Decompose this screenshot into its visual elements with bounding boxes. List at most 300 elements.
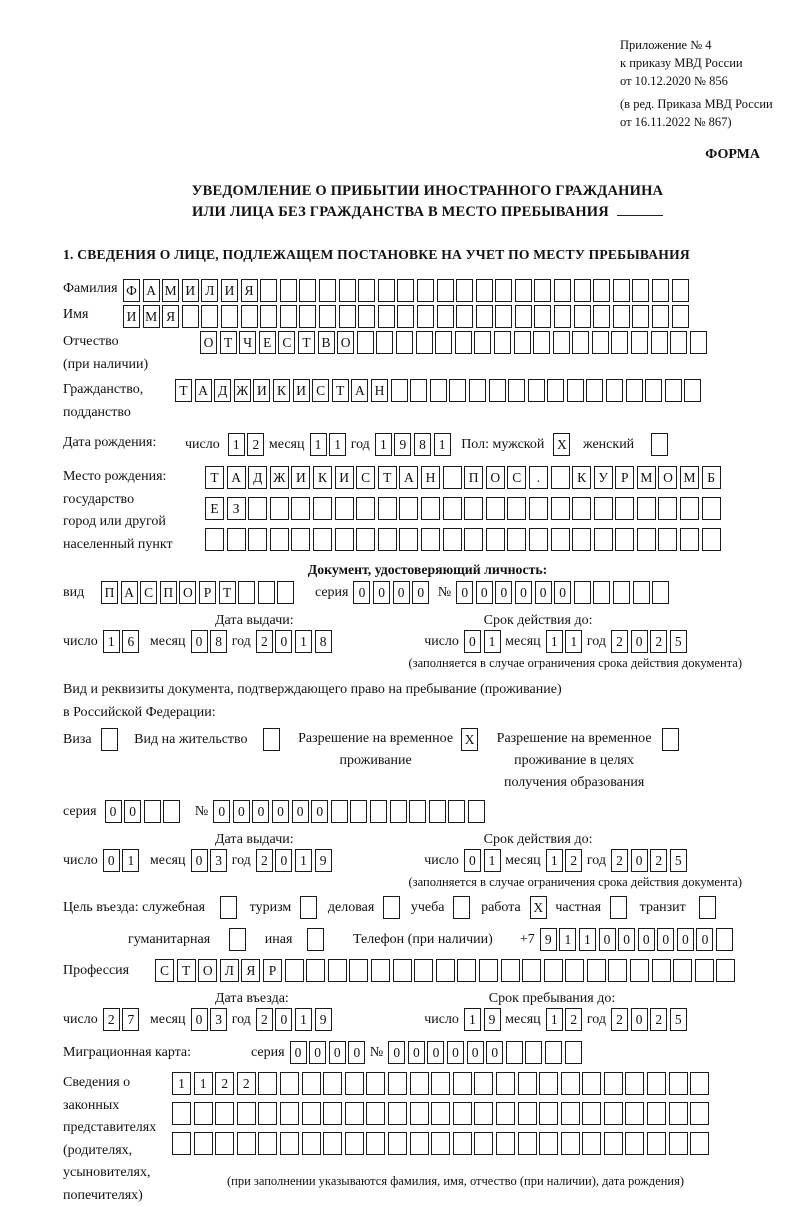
birth-place-cells-row3-cell[interactable] — [507, 528, 526, 551]
birth-place-cells-row3-cell[interactable] — [313, 528, 332, 551]
patronymic-cells-cell[interactable]: Т — [298, 331, 315, 354]
citizenship-cells-cell[interactable]: И — [293, 379, 310, 402]
doc-valid-day-cells-cell[interactable]: 0 — [464, 630, 481, 653]
patronymic-cells-cell[interactable] — [494, 331, 511, 354]
birth-place-cells-row1-cell[interactable]: У — [594, 466, 613, 489]
patronymic-cells-cell[interactable] — [553, 331, 570, 354]
res-number-cells-cell[interactable] — [390, 800, 407, 823]
representatives-cells-row1-cell[interactable]: 2 — [215, 1072, 234, 1095]
representatives-cells-row1-cell[interactable] — [474, 1072, 493, 1095]
representatives-cells-row3-cell[interactable] — [302, 1132, 321, 1155]
surname-cells-cell[interactable]: М — [162, 279, 179, 302]
birth-place-cells-row2-cell[interactable]: Е — [205, 497, 224, 520]
name-cells-cell[interactable] — [397, 305, 414, 328]
doc-number-cells-cell[interactable] — [613, 581, 630, 604]
representatives-cells-row2-cell[interactable] — [172, 1102, 191, 1125]
representatives-cells-row1-cell[interactable] — [431, 1072, 450, 1095]
name-cells-cell[interactable] — [339, 305, 356, 328]
doc-issue-day-cells-cell[interactable]: 1 — [103, 630, 120, 653]
citizenship-cells-cell[interactable] — [665, 379, 682, 402]
res-valid-day-cells-cell[interactable]: 1 — [484, 849, 501, 872]
birth-place-cells-row1-cell[interactable]: Б — [702, 466, 721, 489]
representatives-cells-row3-cell[interactable] — [172, 1132, 191, 1155]
surname-cells-cell[interactable]: Я — [241, 279, 258, 302]
citizenship-cells-cell[interactable] — [430, 379, 447, 402]
doc-issue-year-cells-cell[interactable]: 8 — [315, 630, 332, 653]
doc-issue-month-cells-cell[interactable]: 8 — [210, 630, 227, 653]
representatives-cells-row3-cell[interactable] — [604, 1132, 623, 1155]
surname-cells-cell[interactable] — [417, 279, 434, 302]
citizenship-cells-cell[interactable] — [391, 379, 408, 402]
business-checkbox-cell[interactable] — [383, 896, 400, 919]
humanitarian-checkbox-cell[interactable] — [229, 928, 246, 951]
name-cells-cell[interactable] — [574, 305, 591, 328]
res-valid-year-cells-cell[interactable]: 0 — [631, 849, 648, 872]
gender-female-checkbox-cell[interactable] — [651, 433, 668, 456]
mig-number-cells-cell[interactable]: 0 — [447, 1041, 464, 1064]
profession-cells-cell[interactable]: Я — [241, 959, 260, 982]
name-cells-cell[interactable] — [319, 305, 336, 328]
mig-number-cells-cell[interactable]: 0 — [467, 1041, 484, 1064]
representatives-cells-row2-cell[interactable] — [604, 1102, 623, 1125]
patronymic-cells-cell[interactable]: Ч — [239, 331, 256, 354]
representatives-cells-row2-cell[interactable] — [237, 1102, 256, 1125]
surname-cells-cell[interactable] — [476, 279, 493, 302]
res-issue-year-cells-cell[interactable]: 0 — [275, 849, 292, 872]
phone-cells-cell[interactable]: 1 — [579, 928, 596, 951]
birth-day-cells-cell[interactable]: 2 — [247, 433, 264, 456]
patronymic-cells-cell[interactable]: О — [337, 331, 354, 354]
surname-cells-cell[interactable] — [319, 279, 336, 302]
transit-checkbox-cell[interactable] — [699, 896, 716, 919]
birth-place-cells-row1-cell[interactable]: А — [399, 466, 418, 489]
citizenship-cells-cell[interactable]: Н — [371, 379, 388, 402]
res-series-cells-cell[interactable]: 0 — [105, 800, 122, 823]
name-cells-cell[interactable] — [554, 305, 571, 328]
representatives-cells-row2-cell[interactable] — [647, 1102, 666, 1125]
birth-place-cells-row3-cell[interactable] — [248, 528, 267, 551]
res-series-cells-cell[interactable]: 0 — [124, 800, 141, 823]
patronymic-cells-cell[interactable]: Т — [220, 331, 237, 354]
phone-cells-cell[interactable]: 1 — [559, 928, 576, 951]
res-number-cells-cell[interactable]: 0 — [311, 800, 328, 823]
doc-valid-year-cells-cell[interactable]: 2 — [650, 630, 667, 653]
name-cells-cell[interactable] — [437, 305, 454, 328]
surname-cells-cell[interactable] — [574, 279, 591, 302]
temp-residence-edu-checkbox-cell[interactable] — [662, 728, 679, 751]
surname-cells-cell[interactable]: Ф — [123, 279, 140, 302]
birth-place-cells-row2-cell[interactable] — [486, 497, 505, 520]
patronymic-cells-cell[interactable] — [435, 331, 452, 354]
birth-year-cells-cell[interactable]: 8 — [414, 433, 431, 456]
stay-month-cells-cell[interactable]: 2 — [565, 1008, 582, 1031]
patronymic-cells-cell[interactable] — [514, 331, 531, 354]
birth-place-cells-row1-cell[interactable] — [443, 466, 462, 489]
birth-place-cells-row3-cell[interactable] — [291, 528, 310, 551]
phone-cells-cell[interactable]: 0 — [638, 928, 655, 951]
patronymic-cells-cell[interactable] — [631, 331, 648, 354]
res-number-cells-cell[interactable]: 0 — [213, 800, 230, 823]
patronymic-cells-cell[interactable] — [396, 331, 413, 354]
doc-number-cells-cell[interactable]: 0 — [456, 581, 473, 604]
surname-cells-cell[interactable] — [397, 279, 414, 302]
tourism-checkbox-cell[interactable] — [300, 896, 317, 919]
doc-kind-cells-cell[interactable]: Т — [219, 581, 236, 604]
phone-cells-cell[interactable]: 0 — [599, 928, 616, 951]
birth-place-cells-row1-cell[interactable]: А — [227, 466, 246, 489]
patronymic-cells-cell[interactable] — [670, 331, 687, 354]
private-checkbox-cell[interactable] — [610, 896, 627, 919]
profession-cells-cell[interactable] — [630, 959, 649, 982]
stay-day-cells-cell[interactable]: 9 — [484, 1008, 501, 1031]
doc-number-cells-cell[interactable]: 0 — [515, 581, 532, 604]
profession-cells-cell[interactable] — [479, 959, 498, 982]
birth-place-cells-row1-cell[interactable]: Т — [205, 466, 224, 489]
birth-place-cells-row3-cell[interactable] — [378, 528, 397, 551]
doc-issue-year-cells-cell[interactable]: 1 — [295, 630, 312, 653]
birth-place-cells-row1-cell[interactable]: Н — [421, 466, 440, 489]
surname-cells-cell[interactable] — [339, 279, 356, 302]
profession-cells-cell[interactable] — [522, 959, 541, 982]
res-issue-day-cells-cell[interactable]: 1 — [122, 849, 139, 872]
representatives-cells-row3-cell[interactable] — [561, 1132, 580, 1155]
patronymic-cells-cell[interactable] — [357, 331, 374, 354]
doc-kind-cells-cell[interactable] — [238, 581, 255, 604]
doc-kind-cells-cell[interactable]: Р — [199, 581, 216, 604]
surname-cells-cell[interactable] — [632, 279, 649, 302]
doc-valid-month-cells-cell[interactable]: 1 — [565, 630, 582, 653]
birth-place-cells-row1-cell[interactable]: И — [335, 466, 354, 489]
birth-place-cells-row3-cell[interactable] — [637, 528, 656, 551]
birth-year-cells-cell[interactable]: 9 — [394, 433, 411, 456]
entry-year-cells-cell[interactable]: 2 — [256, 1008, 273, 1031]
representatives-cells-row2-cell[interactable] — [496, 1102, 515, 1125]
birth-place-cells-row3-cell[interactable] — [702, 528, 721, 551]
name-cells-cell[interactable]: Я — [162, 305, 179, 328]
representatives-cells-row1-cell[interactable] — [582, 1072, 601, 1095]
representatives-cells-row1-cell[interactable] — [669, 1072, 688, 1095]
birth-month-cells-cell[interactable]: 1 — [329, 433, 346, 456]
birth-place-cells-row3-cell[interactable] — [443, 528, 462, 551]
profession-cells-cell[interactable] — [652, 959, 671, 982]
res-number-cells-cell[interactable]: 0 — [252, 800, 269, 823]
birth-place-cells-row3-cell[interactable] — [421, 528, 440, 551]
phone-cells-cell[interactable]: 0 — [696, 928, 713, 951]
birth-place-cells-row1-cell[interactable]: Т — [378, 466, 397, 489]
birth-place-cells-row3-cell[interactable] — [205, 528, 224, 551]
representatives-cells-row3-cell[interactable] — [345, 1132, 364, 1155]
mig-number-cells-cell[interactable]: 0 — [427, 1041, 444, 1064]
res-valid-year-cells-cell[interactable]: 2 — [611, 849, 628, 872]
birth-place-cells-row2-cell[interactable] — [313, 497, 332, 520]
name-cells-cell[interactable] — [672, 305, 689, 328]
representatives-cells-row1-cell[interactable] — [539, 1072, 558, 1095]
citizenship-cells-cell[interactable] — [645, 379, 662, 402]
representatives-cells-row2-cell[interactable] — [431, 1102, 450, 1125]
representatives-cells-row2-cell[interactable] — [539, 1102, 558, 1125]
birth-place-cells-row1-cell[interactable]: М — [680, 466, 699, 489]
representatives-cells-row3-cell[interactable] — [453, 1132, 472, 1155]
representatives-cells-row3-cell[interactable] — [366, 1132, 385, 1155]
surname-cells-cell[interactable] — [456, 279, 473, 302]
mig-number-cells-cell[interactable]: 0 — [408, 1041, 425, 1064]
citizenship-cells-cell[interactable]: Т — [332, 379, 349, 402]
profession-cells-cell[interactable] — [306, 959, 325, 982]
doc-kind-cells-cell[interactable]: А — [121, 581, 138, 604]
name-cells-cell[interactable] — [495, 305, 512, 328]
birth-place-cells-row3-cell[interactable] — [270, 528, 289, 551]
res-valid-year-cells-cell[interactable]: 5 — [670, 849, 687, 872]
phone-cells-cell[interactable]: 0 — [618, 928, 635, 951]
representatives-cells-row1-cell[interactable] — [453, 1072, 472, 1095]
surname-cells-cell[interactable] — [260, 279, 277, 302]
doc-series-cells-cell[interactable]: 0 — [412, 581, 429, 604]
mig-series-cells-cell[interactable]: 0 — [348, 1041, 365, 1064]
profession-cells-cell[interactable]: Т — [177, 959, 196, 982]
birth-place-cells-row1-cell[interactable]: К — [572, 466, 591, 489]
stay-year-cells-cell[interactable]: 5 — [670, 1008, 687, 1031]
res-issue-day-cells-cell[interactable]: 0 — [103, 849, 120, 872]
res-issue-year-cells-cell[interactable]: 1 — [295, 849, 312, 872]
patronymic-cells-cell[interactable] — [592, 331, 609, 354]
representatives-cells-row1-cell[interactable] — [410, 1072, 429, 1095]
representatives-cells-row1-cell[interactable] — [280, 1072, 299, 1095]
representatives-cells-row2-cell[interactable] — [302, 1102, 321, 1125]
birth-place-cells-row1-cell[interactable]: С — [356, 466, 375, 489]
birth-place-cells-row2-cell[interactable] — [658, 497, 677, 520]
birth-place-cells-row3-cell[interactable] — [227, 528, 246, 551]
birth-place-cells-row2-cell[interactable] — [702, 497, 721, 520]
birth-year-cells-cell[interactable]: 1 — [375, 433, 392, 456]
doc-valid-month-cells-cell[interactable]: 1 — [546, 630, 563, 653]
doc-series-cells-cell[interactable]: 0 — [353, 581, 370, 604]
doc-valid-year-cells-cell[interactable]: 0 — [631, 630, 648, 653]
profession-cells-cell[interactable] — [673, 959, 692, 982]
doc-number-cells-cell[interactable]: 0 — [476, 581, 493, 604]
profession-cells-cell[interactable] — [695, 959, 714, 982]
entry-year-cells-cell[interactable]: 1 — [295, 1008, 312, 1031]
birth-place-cells-row2-cell[interactable]: З — [227, 497, 246, 520]
representatives-cells-row3-cell[interactable] — [258, 1132, 277, 1155]
birth-place-cells-row1-cell[interactable]: Ж — [270, 466, 289, 489]
representatives-cells-row1-cell[interactable] — [647, 1072, 666, 1095]
birth-place-cells-row3-cell[interactable] — [335, 528, 354, 551]
profession-cells-cell[interactable] — [371, 959, 390, 982]
surname-cells-cell[interactable]: И — [221, 279, 238, 302]
birth-place-cells-row1-cell[interactable] — [551, 466, 570, 489]
mig-number-cells-cell[interactable] — [565, 1041, 582, 1064]
profession-cells-cell[interactable] — [587, 959, 606, 982]
patronymic-cells-cell[interactable]: В — [318, 331, 335, 354]
res-issue-year-cells-cell[interactable]: 9 — [315, 849, 332, 872]
birth-place-cells-row2-cell[interactable] — [615, 497, 634, 520]
representatives-cells-row1-cell[interactable] — [625, 1072, 644, 1095]
phone-cells-cell[interactable] — [716, 928, 733, 951]
citizenship-cells-cell[interactable]: С — [312, 379, 329, 402]
representatives-cells-row3-cell[interactable] — [582, 1132, 601, 1155]
profession-cells-cell[interactable] — [414, 959, 433, 982]
birth-place-cells-row3-cell[interactable] — [486, 528, 505, 551]
representatives-cells-row3-cell[interactable] — [388, 1132, 407, 1155]
mig-number-cells-cell[interactable] — [525, 1041, 542, 1064]
birth-place-cells-row1-cell[interactable]: О — [486, 466, 505, 489]
birth-year-cells-cell[interactable]: 1 — [434, 433, 451, 456]
birth-place-cells-row1-cell[interactable]: Р — [615, 466, 634, 489]
name-cells-cell[interactable] — [378, 305, 395, 328]
representatives-cells-row2-cell[interactable] — [280, 1102, 299, 1125]
representatives-cells-row1-cell[interactable] — [366, 1072, 385, 1095]
res-valid-year-cells-cell[interactable]: 2 — [650, 849, 667, 872]
birth-place-cells-row2-cell[interactable] — [443, 497, 462, 520]
name-cells-cell[interactable]: И — [123, 305, 140, 328]
profession-cells-cell[interactable] — [393, 959, 412, 982]
name-cells-cell[interactable] — [358, 305, 375, 328]
surname-cells-cell[interactable] — [554, 279, 571, 302]
representatives-cells-row2-cell[interactable] — [194, 1102, 213, 1125]
res-number-cells-cell[interactable] — [331, 800, 348, 823]
name-cells-cell[interactable] — [456, 305, 473, 328]
citizenship-cells-cell[interactable]: Ж — [234, 379, 251, 402]
name-cells-cell[interactable] — [241, 305, 258, 328]
res-number-cells-cell[interactable] — [468, 800, 485, 823]
profession-cells-cell[interactable] — [349, 959, 368, 982]
representatives-cells-row3-cell[interactable] — [280, 1132, 299, 1155]
surname-cells-cell[interactable] — [672, 279, 689, 302]
birth-place-cells-row3-cell[interactable] — [551, 528, 570, 551]
birth-place-cells-row2-cell[interactable] — [421, 497, 440, 520]
citizenship-cells-cell[interactable] — [449, 379, 466, 402]
representatives-cells-row2-cell[interactable] — [453, 1102, 472, 1125]
profession-cells-cell[interactable] — [285, 959, 304, 982]
birth-place-cells-row3-cell[interactable] — [399, 528, 418, 551]
citizenship-cells-cell[interactable]: Д — [214, 379, 231, 402]
name-cells-cell[interactable] — [417, 305, 434, 328]
birth-place-cells-row2-cell[interactable] — [399, 497, 418, 520]
patronymic-cells-cell[interactable] — [455, 331, 472, 354]
birth-place-cells-row1-cell[interactable]: П — [464, 466, 483, 489]
doc-issue-year-cells-cell[interactable]: 2 — [256, 630, 273, 653]
patronymic-cells-cell[interactable] — [416, 331, 433, 354]
representatives-cells-row2-cell[interactable] — [561, 1102, 580, 1125]
doc-number-cells-cell[interactable] — [633, 581, 650, 604]
birth-place-cells-row1-cell[interactable]: . — [529, 466, 548, 489]
birth-place-cells-row3-cell[interactable] — [356, 528, 375, 551]
citizenship-cells-cell[interactable]: А — [195, 379, 212, 402]
stay-year-cells-cell[interactable]: 2 — [650, 1008, 667, 1031]
doc-kind-cells-cell[interactable]: П — [101, 581, 118, 604]
representatives-cells-row1-cell[interactable] — [690, 1072, 709, 1095]
name-cells-cell[interactable] — [534, 305, 551, 328]
citizenship-cells-cell[interactable] — [528, 379, 545, 402]
mig-number-cells-cell[interactable] — [545, 1041, 562, 1064]
patronymic-cells-cell[interactable] — [611, 331, 628, 354]
citizenship-cells-cell[interactable] — [410, 379, 427, 402]
birth-place-cells-row1-cell[interactable]: Д — [248, 466, 267, 489]
phone-cells-cell[interactable]: 9 — [540, 928, 557, 951]
profession-cells-cell[interactable]: О — [198, 959, 217, 982]
surname-cells-cell[interactable] — [613, 279, 630, 302]
patronymic-cells-cell[interactable] — [474, 331, 491, 354]
citizenship-cells-cell[interactable] — [469, 379, 486, 402]
patronymic-cells-cell[interactable]: О — [200, 331, 217, 354]
representatives-cells-row2-cell[interactable] — [323, 1102, 342, 1125]
citizenship-cells-cell[interactable]: И — [253, 379, 270, 402]
patronymic-cells-cell[interactable] — [533, 331, 550, 354]
birth-place-cells-row2-cell[interactable] — [335, 497, 354, 520]
representatives-cells-row1-cell[interactable] — [604, 1072, 623, 1095]
doc-issue-day-cells-cell[interactable]: 6 — [122, 630, 139, 653]
birth-place-cells-row2-cell[interactable] — [637, 497, 656, 520]
doc-number-cells-cell[interactable]: 0 — [554, 581, 571, 604]
surname-cells-cell[interactable] — [495, 279, 512, 302]
profession-cells-cell[interactable]: Л — [220, 959, 239, 982]
birth-place-cells-row2-cell[interactable] — [356, 497, 375, 520]
representatives-cells-row3-cell[interactable] — [669, 1132, 688, 1155]
work-checkbox-cell[interactable]: X — [530, 896, 547, 919]
profession-cells-cell[interactable] — [544, 959, 563, 982]
birth-place-cells-row2-cell[interactable] — [507, 497, 526, 520]
name-cells-cell[interactable] — [515, 305, 532, 328]
study-checkbox-cell[interactable] — [453, 896, 470, 919]
representatives-cells-row1-cell[interactable] — [561, 1072, 580, 1095]
surname-cells-cell[interactable] — [515, 279, 532, 302]
birth-place-cells-row3-cell[interactable] — [615, 528, 634, 551]
mig-number-cells-cell[interactable]: 0 — [388, 1041, 405, 1064]
birth-place-cells-row3-cell[interactable] — [572, 528, 591, 551]
doc-kind-cells-cell[interactable] — [277, 581, 294, 604]
birth-place-cells-row3-cell[interactable] — [680, 528, 699, 551]
doc-kind-cells-cell[interactable]: С — [140, 581, 157, 604]
representatives-cells-row1-cell[interactable] — [302, 1072, 321, 1095]
doc-kind-cells-cell[interactable]: О — [179, 581, 196, 604]
representatives-cells-row1-cell[interactable] — [258, 1072, 277, 1095]
entry-month-cells-cell[interactable]: 0 — [191, 1008, 208, 1031]
res-number-cells-cell[interactable] — [350, 800, 367, 823]
representatives-cells-row2-cell[interactable] — [345, 1102, 364, 1125]
birth-place-cells-row2-cell[interactable] — [529, 497, 548, 520]
citizenship-cells-cell[interactable] — [489, 379, 506, 402]
surname-cells-cell[interactable] — [593, 279, 610, 302]
birth-place-cells-row3-cell[interactable] — [658, 528, 677, 551]
representatives-cells-row2-cell[interactable] — [366, 1102, 385, 1125]
patronymic-cells-cell[interactable]: Е — [259, 331, 276, 354]
name-cells-cell[interactable] — [652, 305, 669, 328]
representatives-cells-row2-cell[interactable] — [690, 1102, 709, 1125]
profession-cells-cell[interactable] — [501, 959, 520, 982]
birth-place-cells-row2-cell[interactable] — [248, 497, 267, 520]
mig-series-cells-cell[interactable]: 0 — [329, 1041, 346, 1064]
representatives-cells-row3-cell[interactable] — [410, 1132, 429, 1155]
doc-number-cells-cell[interactable]: 0 — [495, 581, 512, 604]
name-cells-cell[interactable] — [221, 305, 238, 328]
representatives-cells-row1-cell[interactable] — [345, 1072, 364, 1095]
representatives-cells-row2-cell[interactable] — [474, 1102, 493, 1125]
doc-valid-day-cells-cell[interactable]: 1 — [484, 630, 501, 653]
entry-year-cells-cell[interactable]: 0 — [275, 1008, 292, 1031]
birth-place-cells-row1-cell[interactable]: М — [637, 466, 656, 489]
birth-place-cells-row1-cell[interactable]: И — [291, 466, 310, 489]
representatives-cells-row1-cell[interactable] — [388, 1072, 407, 1095]
citizenship-cells-cell[interactable]: К — [273, 379, 290, 402]
res-number-cells-cell[interactable]: 0 — [292, 800, 309, 823]
doc-number-cells-cell[interactable] — [574, 581, 591, 604]
stay-month-cells-cell[interactable]: 1 — [546, 1008, 563, 1031]
birth-place-cells-row2-cell[interactable] — [270, 497, 289, 520]
birth-month-cells-cell[interactable]: 1 — [310, 433, 327, 456]
representatives-cells-row2-cell[interactable] — [518, 1102, 537, 1125]
representatives-cells-row3-cell[interactable] — [323, 1132, 342, 1155]
res-valid-day-cells-cell[interactable]: 0 — [464, 849, 481, 872]
